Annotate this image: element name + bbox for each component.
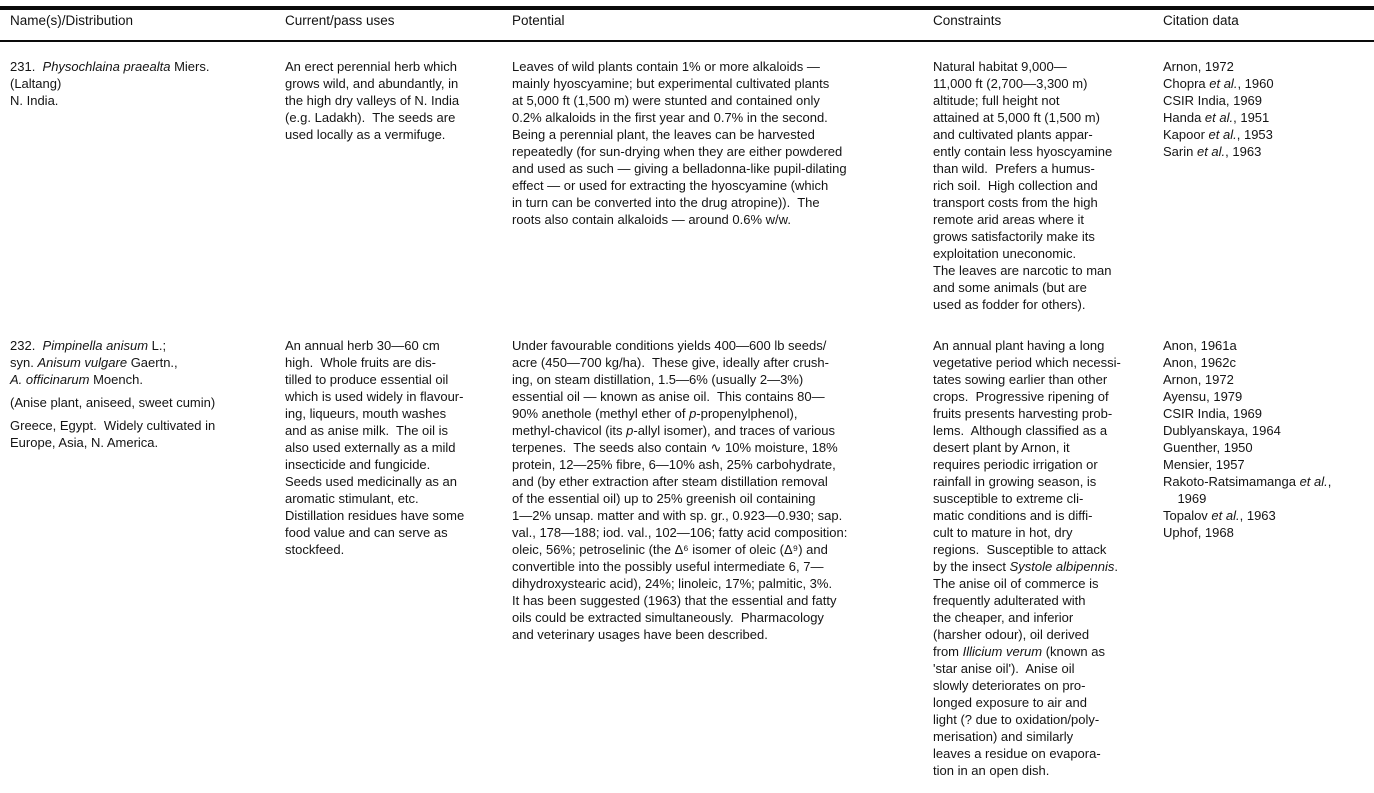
text-line: Distillation residues have some — [285, 508, 465, 523]
text-line: altitude; full height not — [933, 93, 1060, 108]
text-line: vegetative period which necessi- — [933, 355, 1121, 370]
text-line: CSIR India, 1969 — [1163, 406, 1263, 421]
citation-data-cell — [1163, 337, 1374, 779]
text-line: regions. Susceptible to attack — [933, 542, 1107, 557]
text-line: tates sowing earlier than other — [933, 372, 1108, 387]
column-header-name-distribution: Name(s)/Distribution — [10, 13, 134, 28]
text-line: 231. Physochlaina praealta Miers. — [10, 59, 210, 74]
text-line: by the insect Systole albipennis. — [933, 559, 1119, 574]
text-line: Europe, Asia, N. America. — [10, 435, 159, 450]
text-line: (Anise plant, aniseed, sweet cumin) — [10, 395, 216, 410]
text-line: 1—2% unsap. matter and with sp. gr., 0.923—0.930; sap. — [512, 508, 843, 523]
text-line: An annual plant having a long — [933, 338, 1105, 353]
text-line: desert plant by Arnon, it — [933, 440, 1070, 455]
text-line: food value and can serve as — [285, 525, 448, 540]
name-distribution-cell — [10, 337, 285, 779]
text-line: crops. Progressive ripening of — [933, 389, 1109, 404]
text-line: which is used widely in flavour- — [285, 389, 464, 404]
text-line: A. officinarum Moench. — [10, 372, 143, 387]
text-line: and some animals (but are — [933, 280, 1087, 295]
text-line: susceptible to extreme cli- — [933, 491, 1084, 506]
column-header-current-pass-uses: Current/pass uses — [285, 13, 395, 28]
text-line: Dublyanskaya, 1964 — [1163, 423, 1281, 438]
text-line: Chopra et al., 1960 — [1163, 76, 1274, 91]
text-line: 232. Pimpinella anisum L.; — [10, 338, 167, 353]
potential-cell — [512, 58, 933, 313]
text-line: fruits presents harvesting prob- — [933, 406, 1113, 421]
text-line: 1969 — [1163, 491, 1207, 506]
text-line: tilled to produce essential oil — [285, 372, 449, 387]
text-line: (e.g. Ladakh). The seeds are — [285, 110, 456, 125]
text-line: Rakoto-Ratsimamanga et al., — [1163, 474, 1332, 489]
text-line: CSIR India, 1969 — [1163, 93, 1263, 108]
text-line: tion in an open dish. — [933, 763, 1050, 778]
constraints-cell — [933, 337, 1163, 779]
text-line: used as fodder for others). — [933, 297, 1086, 312]
text-line: An erect perennial herb which — [285, 59, 457, 74]
text-line: stockfeed. — [285, 542, 345, 557]
text-line: Topalov et al., 1963 — [1163, 508, 1276, 523]
text-line: Kapoor et al., 1953 — [1163, 127, 1273, 142]
table-row-231 — [0, 58, 1374, 313]
current-pass-uses-cell — [285, 337, 512, 779]
text-line: ing, liqueurs, mouth washes — [285, 406, 447, 421]
text-line: roots also contain alkaloids — around 0.6% w/w. — [512, 212, 791, 227]
column-header-citation-data: Citation data — [1163, 13, 1239, 28]
current-pass-uses-cell — [285, 58, 512, 313]
text-line: oils could be extracted simultaneously. Pharmacology — [512, 610, 824, 625]
text-line: exploitation uneconomic. — [933, 246, 1077, 261]
text-line: used locally as a vermifuge. — [285, 127, 446, 142]
text-line: grows wild, and abundantly, in — [285, 76, 459, 91]
text-line: slowly deteriorates on pro- — [933, 678, 1086, 693]
text-line: oleic, 56%; petroselinic (the Δ⁶ isomer of oleic (Δ⁹) and — [512, 542, 828, 557]
text-line: attained at 5,000 ft (1,500 m) — [933, 110, 1100, 125]
potential-cell — [512, 337, 933, 779]
text-line: dihydroxystearic acid), 24%; linoleic, 17%; palmitic, 3%. — [512, 576, 833, 591]
column-header-constraints: Constraints — [933, 13, 1002, 28]
text-line: remote arid areas where it — [933, 212, 1085, 227]
text-line: mainly hyoscyamine; but experimental cultivated plants — [512, 76, 830, 91]
text-line: (Laltang) — [10, 76, 62, 91]
text-line: Handa et al., 1951 — [1163, 110, 1270, 125]
text-line: rich soil. High collection and — [933, 178, 1098, 193]
table-header-row — [0, 12, 1374, 29]
text-line: and as anise milk. The oil is — [285, 423, 449, 438]
table-row-232 — [0, 337, 1374, 779]
text-line: (harsher odour), oil derived — [933, 627, 1090, 642]
text-line: aromatic stimulant, etc. — [285, 491, 419, 506]
text-line: than wild. Prefers a humus- — [933, 161, 1095, 176]
text-line: and (by ether extraction after steam distillation removal — [512, 474, 828, 489]
text-line: Arnon, 1972 — [1163, 59, 1234, 74]
text-line: Greece, Egypt. Widely cultivated in — [10, 418, 216, 433]
text-line: The anise oil of commerce is — [933, 576, 1099, 591]
text-line: ing, on steam distillation, 1.5—6% (usually 2—3%) — [512, 372, 804, 387]
text-line: ently contain less hyoscyamine — [933, 144, 1113, 159]
text-line: light (? due to oxidation/poly- — [933, 712, 1100, 727]
text-line: The leaves are narcotic to man — [933, 263, 1112, 278]
text-line: of the essential oil) up to 25% greenish oil containing — [512, 491, 816, 506]
text-line: syn. Anisum vulgare Gaertn., — [10, 355, 178, 370]
text-line: matic conditions and is diffi- — [933, 508, 1093, 523]
text-line: from Illicium verum (known as — [933, 644, 1105, 659]
text-line: 90% anethole (methyl ether of p-propenylphenol), — [512, 406, 798, 421]
text-line: It has been suggested (1963) that the essential and fatty — [512, 593, 837, 608]
text-line: Sarin et al., 1963 — [1163, 144, 1262, 159]
text-line: frequently adulterated with — [933, 593, 1086, 608]
text-line: Anon, 1961a — [1163, 338, 1237, 353]
text-line: cult to mature in hot, dry — [933, 525, 1073, 540]
text-line: grows satisfactorily make its — [933, 229, 1095, 244]
text-line: Anon, 1962c — [1163, 355, 1237, 370]
text-line: and veterinary usages have been described. — [512, 627, 768, 642]
text-line: Guenther, 1950 — [1163, 440, 1253, 455]
text-line: leaves a residue on evapora- — [933, 746, 1101, 761]
text-line: methyl-chavicol (its p-allyl isomer), and traces of various — [512, 423, 835, 438]
text-line: Arnon, 1972 — [1163, 372, 1234, 387]
text-line: transport costs from the high — [933, 195, 1098, 210]
text-line: merisation) and similarly — [933, 729, 1074, 744]
text-line: insecticide and fungicide. — [285, 457, 431, 472]
text-line: repeatedly (for sun-drying when they are either powdered — [512, 144, 843, 159]
constraints-cell — [933, 58, 1163, 313]
column-header-potential: Potential — [512, 13, 565, 28]
text-line: at 5,000 ft (1,500 m) were stunted and contained only — [512, 93, 820, 108]
text-line: Ayensu, 1979 — [1163, 389, 1243, 404]
text-line: Under favourable conditions yields 400—600 lb seeds/ — [512, 338, 827, 353]
text-line: 11,000 ft (2,700—3,300 m) — [933, 76, 1088, 91]
text-line: terpenes. The seeds also contain ∿ 10% moisture, 18% — [512, 440, 838, 455]
text-line: also used externally as a mild — [285, 440, 456, 455]
text-line: Uphof, 1968 — [1163, 525, 1234, 540]
text-line: in turn can be converted into the drug atropine)). The — [512, 195, 820, 210]
text-line: 'star anise oil'). Anise oil — [933, 661, 1075, 676]
text-line: requires periodic irrigation or — [933, 457, 1098, 472]
text-line: high. Whole fruits are dis- — [285, 355, 437, 370]
text-line: Leaves of wild plants contain 1% or more alkaloids — — [512, 59, 820, 74]
text-line: and used as such — giving a belladonna-like pupil-dilating — [512, 161, 847, 176]
text-line: the high dry valleys of N. India — [285, 93, 460, 108]
text-line: acre (450—700 kg/ha). These give, ideally after crush- — [512, 355, 829, 370]
text-line: and cultivated plants appar- — [933, 127, 1093, 142]
text-line: val., 178—188; iod. val., 102—106; fatty acid composition: — [512, 525, 848, 540]
text-line: rainfall in growing season, is — [933, 474, 1097, 489]
text-line: 0.2% alkaloids in the first year and 0.7% in the second. — [512, 110, 828, 125]
text-line: protein, 12—25% fibre, 6—10% ash, 25% carbohydrate, — [512, 457, 836, 472]
text-line: Natural habitat 9,000— — [933, 59, 1067, 74]
name-distribution-cell — [10, 58, 285, 313]
text-line: effect — or used for extracting the hyoscyamine (which — [512, 178, 829, 193]
text-line: the cheaper, and inferior — [933, 610, 1074, 625]
text-line: longed exposure to air and — [933, 695, 1087, 710]
text-line: Seeds used medicinally as an — [285, 474, 457, 489]
citation-data-cell — [1163, 58, 1374, 313]
text-line: lems. Although classified as a — [933, 423, 1108, 438]
text-line: N. India. — [10, 93, 59, 108]
top-rule — [0, 6, 1374, 10]
text-line: Mensier, 1957 — [1163, 457, 1245, 472]
text-line: essential oil — known as anise oil. This contains 80— — [512, 389, 825, 404]
text-line: An annual herb 30—60 cm — [285, 338, 440, 353]
text-line: convertible into the possibly useful intermediate 6, 7— — [512, 559, 824, 574]
text-line: Being a perennial plant, the leaves can be harvested — [512, 127, 815, 142]
header-divider-rule — [0, 40, 1374, 42]
